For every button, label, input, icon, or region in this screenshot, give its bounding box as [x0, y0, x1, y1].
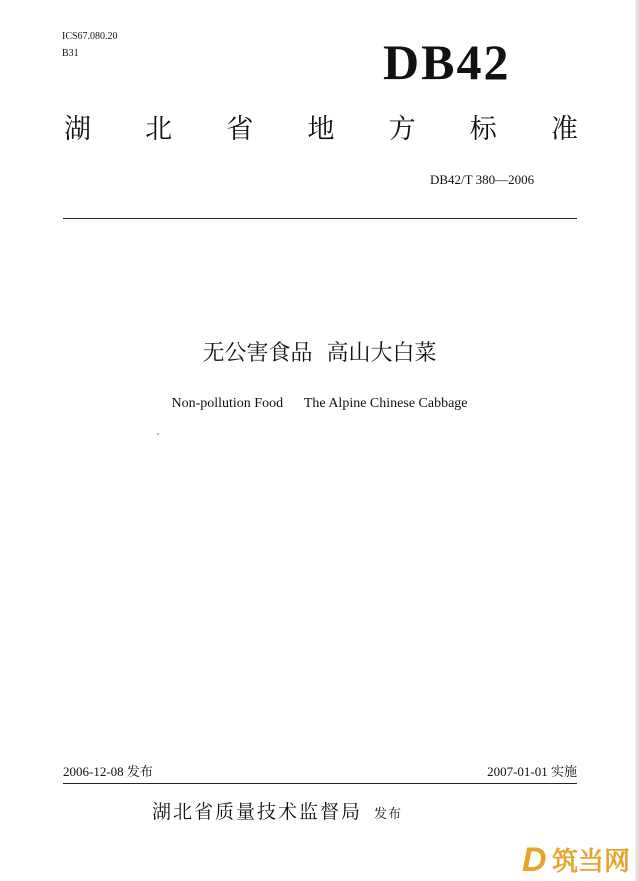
document-title-chinese: 无公害食品 高山大白菜 — [202, 341, 437, 366]
footer-divider — [63, 783, 577, 784]
watermark-logo — [520, 838, 635, 878]
standard-type-char: 省 — [226, 114, 254, 145]
ccs-code: B31 — [62, 48, 79, 59]
header-divider — [63, 218, 577, 219]
page-edge-inner — [635, 0, 636, 881]
standard-type-char: 湖 — [64, 114, 91, 145]
document-title-english: Non-pollution Food The Alpine Chinese Cabbage — [171, 396, 468, 411]
standard-type-char: 北 — [145, 114, 173, 145]
issue-date: 2006-12-08 发布 — [63, 764, 153, 779]
watermark-icon — [520, 838, 635, 878]
issuer-suffix: 发布 — [374, 807, 403, 822]
standard-type-title — [64, 112, 578, 148]
standard-type-char: 标 — [469, 114, 497, 145]
watermark-mark: D — [522, 841, 547, 878]
standard-type-char: 准 — [550, 114, 578, 145]
standard-type-char: 方 — [388, 114, 416, 145]
ics-code: ICS67.080.20 — [62, 31, 118, 42]
implementation-date: 2007-01-01 实施 — [487, 764, 577, 779]
scan-speck — [157, 433, 159, 435]
db42-logo: DB42 — [383, 34, 511, 90]
issuer-name: 湖北省质量技术监督局 — [152, 801, 363, 823]
issuer-line — [152, 797, 402, 824]
watermark-text: 筑当网 — [552, 847, 631, 877]
standard-number: DB42/T 380—2006 — [430, 172, 535, 187]
standard-type-char: 地 — [307, 114, 335, 145]
